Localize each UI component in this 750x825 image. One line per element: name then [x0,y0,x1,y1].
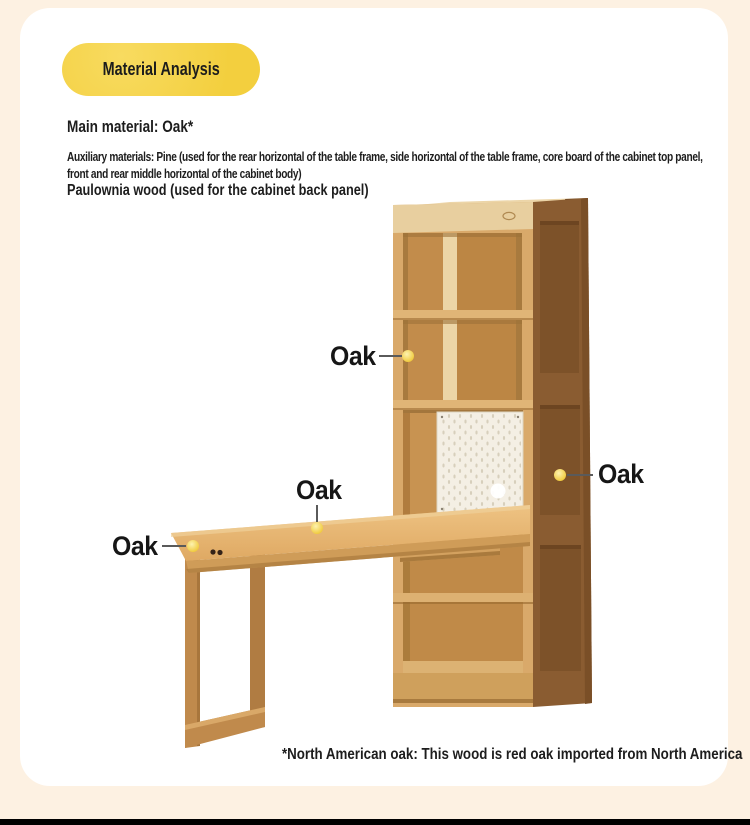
bottom-divider-bar [0,819,750,825]
main-material-heading: Main material: Oak* [67,117,194,136]
oak-marker-dot [554,469,566,481]
callout-line [316,505,318,522]
pegboard-panel [437,412,523,514]
oak-callout-bookshelf: Oak [329,341,376,371]
drawer-knob [217,550,222,555]
callout-line [567,474,593,476]
oak-callout-desk-top: Oak [295,475,342,505]
paulownia-text: Paulownia wood (used for the cabinet back panel) [67,182,369,199]
auxiliary-materials-text: Auxiliary materials: Pine (used for the rear horizontal of the table frame, side horizontal of the table frame, core board of the cabinet top panel, front and rear middle horizontal of the cabinet body) [67,150,703,181]
oak-callout-desk-edge: Oak [111,531,158,561]
cabinet-side-panel [533,198,592,707]
desk-leg-frame [185,546,265,748]
section-badge-label: Material Analysis [102,59,220,79]
footnote-text: *North American oak: This wood is red oak imported from North America [281,746,742,763]
drawer-knob [210,549,215,554]
callout-line [162,545,186,547]
desk-bookshelf-illustration [160,193,600,753]
bookshelf-front [393,202,533,707]
oak-marker-dot [311,522,323,534]
callout-line [379,355,403,357]
oak-callout-side-panel: Oak [597,459,644,489]
oak-marker-dot [187,540,199,552]
section-badge [62,43,260,96]
oak-marker-dot [402,350,414,362]
